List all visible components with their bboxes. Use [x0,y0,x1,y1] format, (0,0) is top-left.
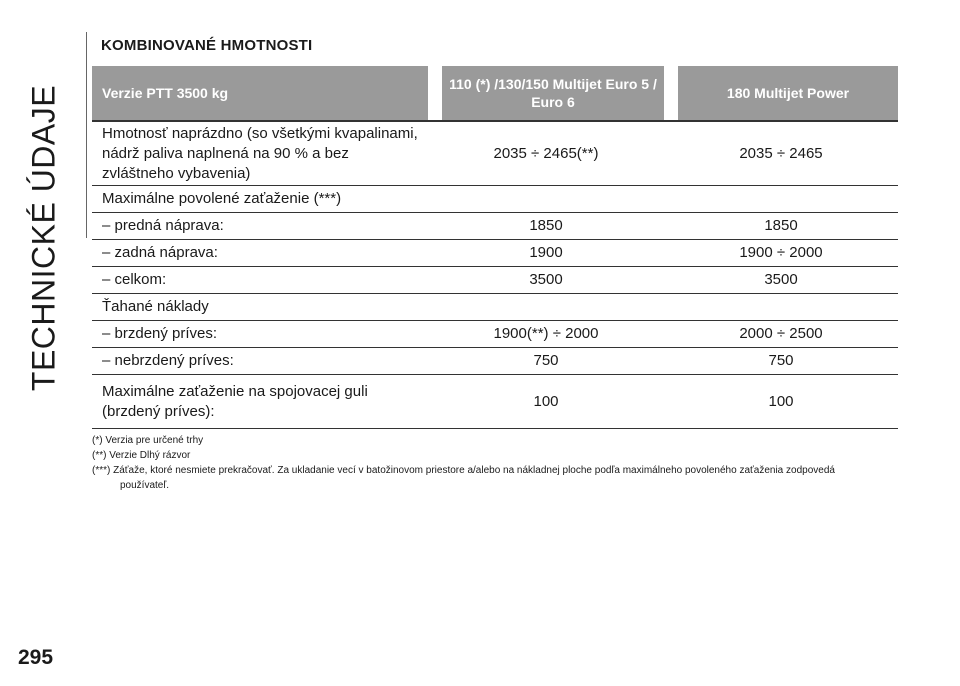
row-value-1 [428,294,664,320]
row-label: Maximálne povolené zaťaženie (***) [102,190,342,207]
row-value-1: 2035 ÷ 2465(**) [493,144,599,162]
row-value-1: 750 [533,352,559,369]
header-version: Verzie PTT 3500 kg [92,66,428,120]
row-label: – celkom: [102,271,167,288]
table-row [92,186,898,213]
row-value-1: 1900(**) ÷ 2000 [493,325,599,342]
table-header [92,66,898,122]
row-value-2: 2035 ÷ 2465 [739,144,823,162]
header-engine-110-130-150: 110 (*) /130/150 Multijet Euro 5 / Euro 6 [442,66,664,120]
row-value-2: 2000 ÷ 2500 [739,325,823,342]
footnote: (**) Verzie Dlhý rázvor [92,450,191,461]
footnote-continuation: používateľ. [120,480,170,491]
table-row [92,267,898,294]
weights-table [92,66,898,429]
footnote: (*) Verzia pre určené trhy [92,435,204,446]
page-number: 295 [18,646,54,669]
table-row [92,348,898,375]
footnotes [92,433,892,493]
row-value-2: 3500 [764,271,798,288]
row-label: – nebrzdený príves: [102,352,234,369]
table-row [92,321,898,348]
row-value-2: 1900 ÷ 2000 [739,244,823,261]
row-value-1: 100 [533,392,559,410]
footnote-text: (***) Záťaže, ktoré nesmiete prekračovať. Za ukladanie vecí v batožinovom priestore a/alebo na nákladnej ploche podľa maximálneho povoleného zaťaženia zodpovedá [92,465,835,476]
footnote [92,463,892,493]
row-value-2 [664,294,898,320]
row-label: – zadná náprava: [102,244,218,261]
section-title-text: TECHNICKÉ ÚDAJE [25,84,62,392]
table-row [92,240,898,267]
row-value-2 [664,186,898,212]
table-row [92,294,898,321]
page-heading: KOMBINOVANÉ HMOTNOSTI [101,37,313,54]
row-label: – brzdený príves: [102,325,218,342]
row-label: Maximálne zaťaženie na spojovacej guli (brzdený príves): [102,382,368,420]
header-gap [664,66,678,120]
row-value-1: 1900 [529,244,563,261]
row-value-2: 750 [768,352,794,369]
row-label: Ťahané náklady [102,298,209,315]
row-value-1: 1850 [529,217,563,234]
table-row [92,375,898,429]
row-label: Hmotnosť naprázdno (so všetkými kvapalinami, nádrž paliva naplnená na 90 % a bez zvláštneho vybavenia) [102,124,418,182]
row-value-1 [428,186,664,212]
row-value-2: 100 [768,392,794,410]
table-row [92,122,898,186]
table-row [92,213,898,240]
section-divider [86,32,87,238]
row-label: – predná náprava: [102,217,224,234]
row-value-1: 3500 [529,271,563,288]
header-gap [428,66,442,120]
header-engine-180: 180 Multijet Power [678,66,898,120]
row-value-2: 1850 [764,217,798,234]
